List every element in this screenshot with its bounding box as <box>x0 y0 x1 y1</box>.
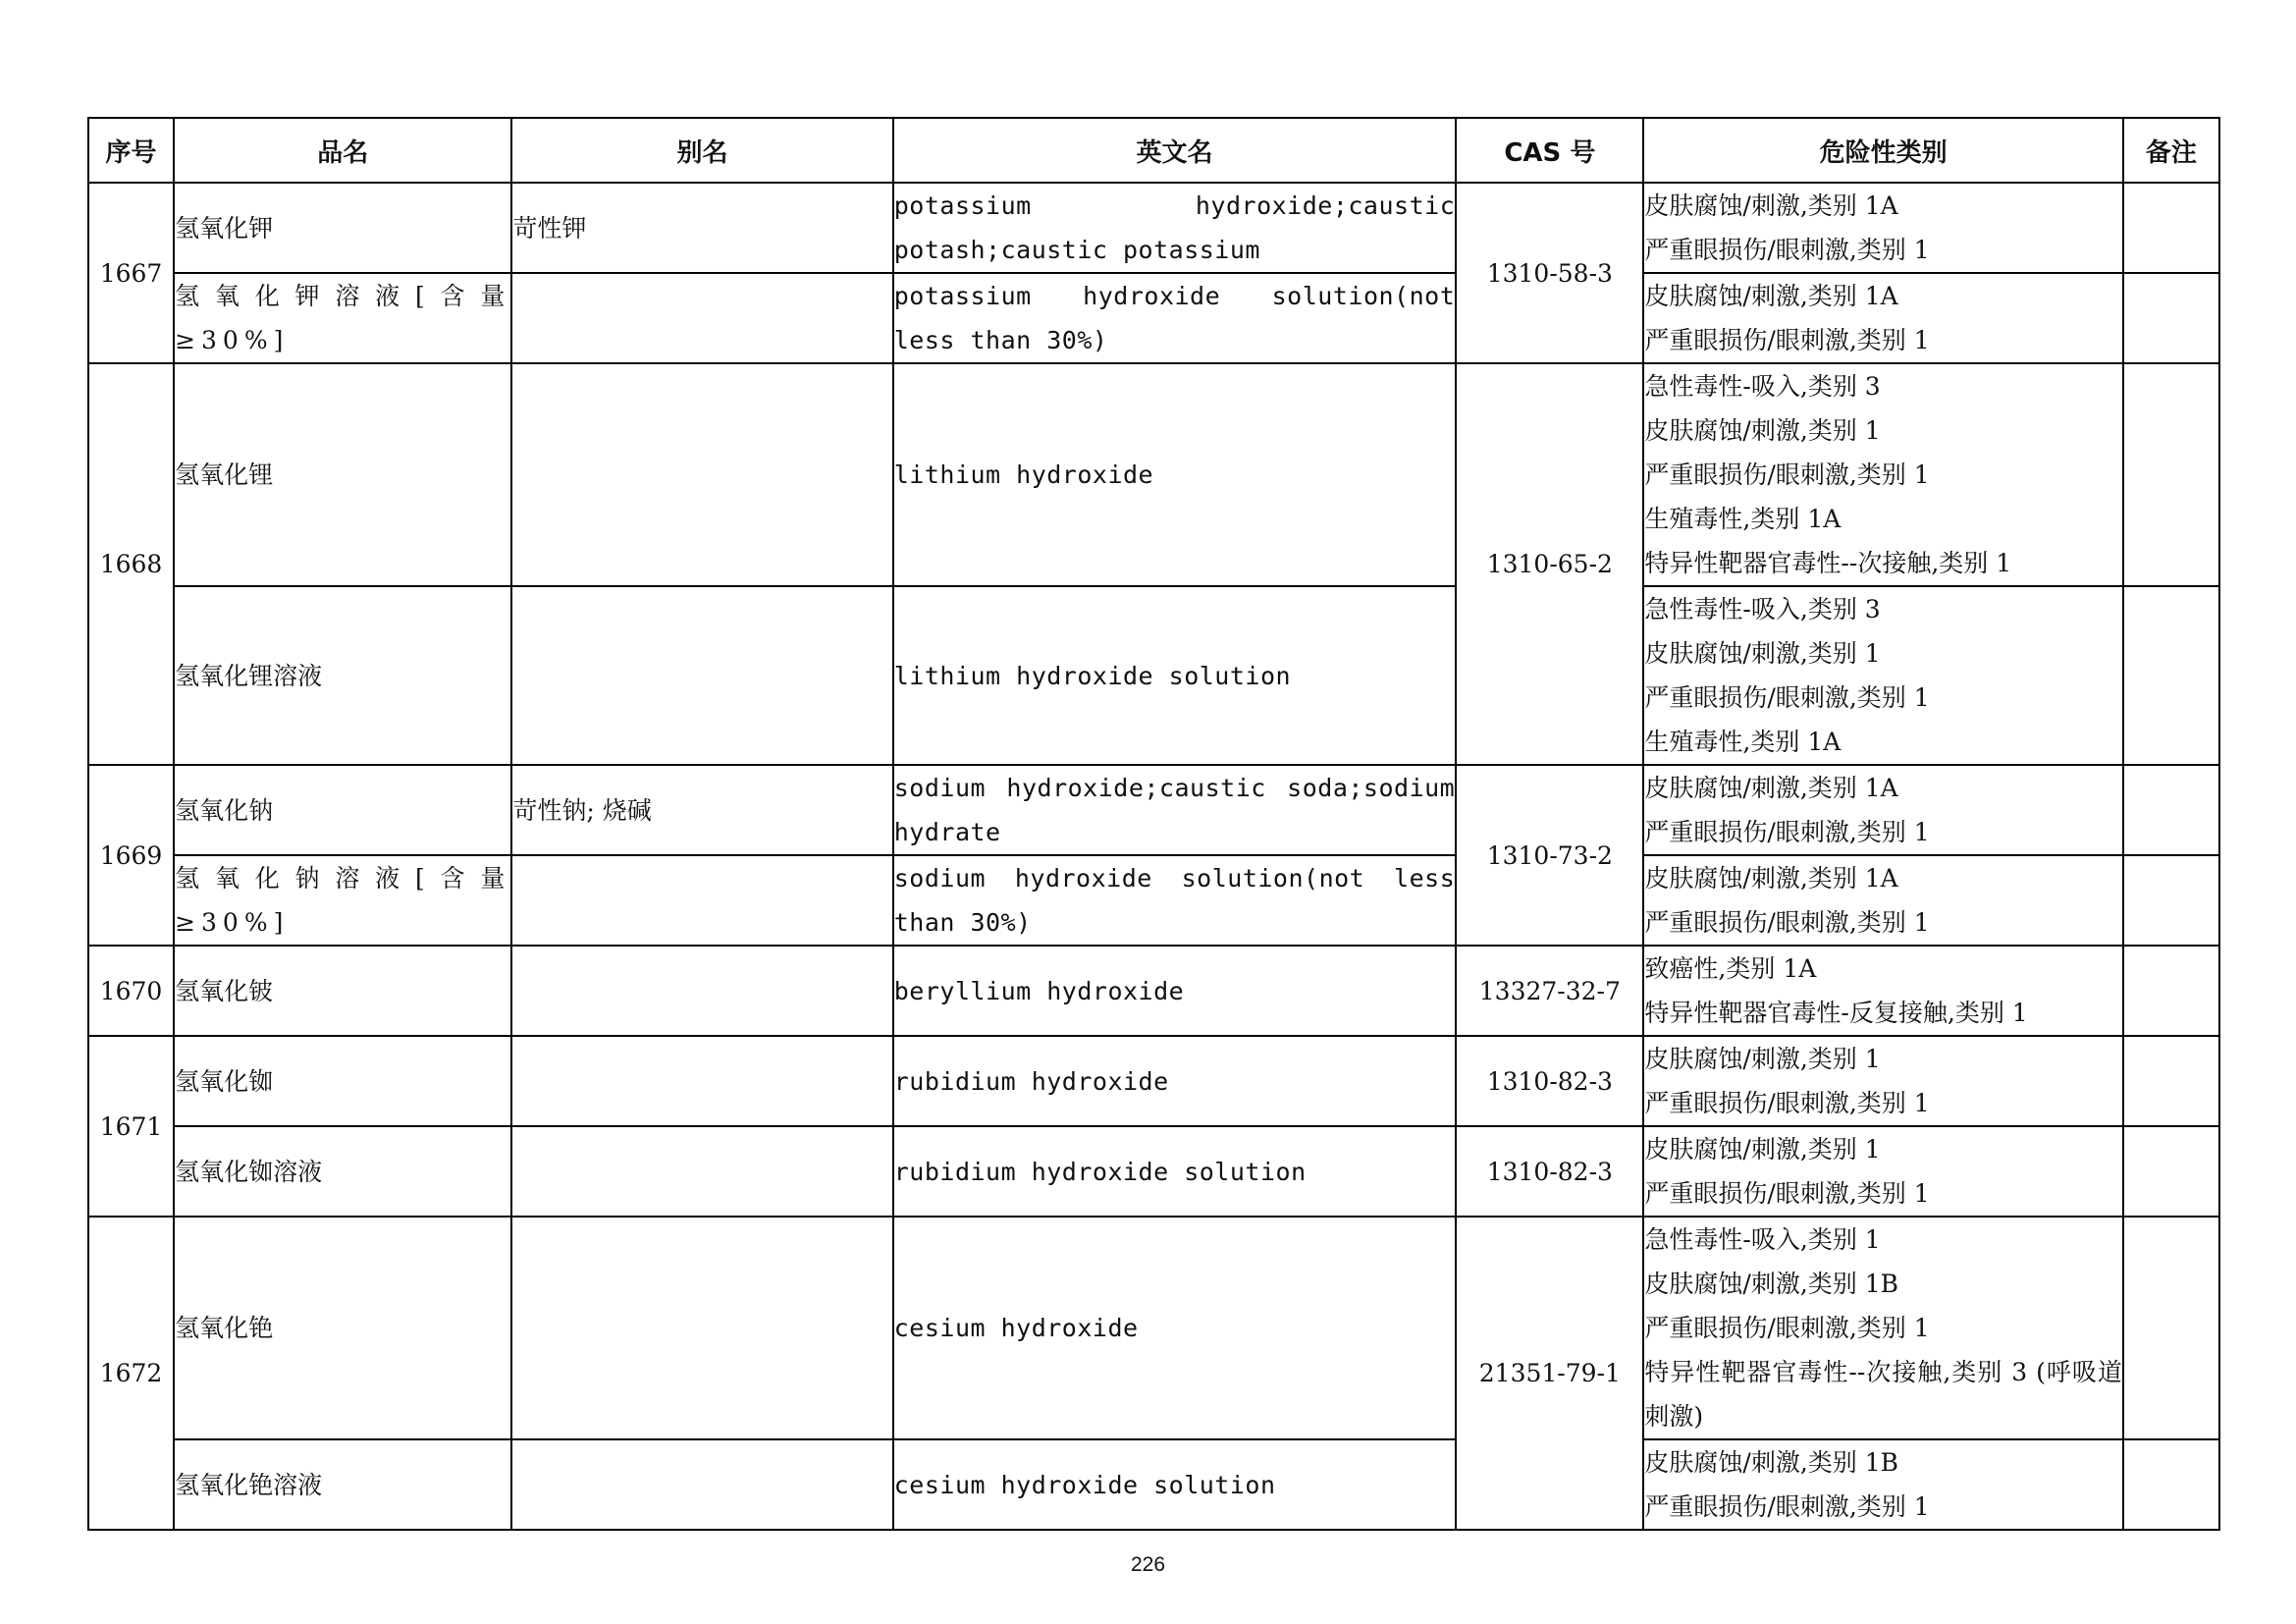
product-name: 氢氧化铷溶液 <box>174 1126 511 1217</box>
header-alias: 别名 <box>511 118 892 183</box>
english-name: sodium hydroxide;caustic soda;sodium hydrate <box>893 765 1457 855</box>
remark <box>2123 1439 2219 1530</box>
product-name: 氢氧化锂溶液 <box>174 586 511 765</box>
cas-number: 1310-65-2 <box>1456 363 1643 765</box>
row-no: 1667 <box>88 183 174 363</box>
table-header-row <box>88 118 2219 183</box>
alias-name <box>511 586 892 765</box>
english-name: sodium hydroxide solution(not less than 30%) <box>893 855 1457 946</box>
cas-number: 1310-82-3 <box>1456 1036 1643 1126</box>
cas-number: 1310-82-3 <box>1456 1126 1643 1217</box>
product-name: 氢氧化铯溶液 <box>174 1439 511 1530</box>
hazard-line: 急性毒性-吸入,类别 3 <box>1644 595 1881 623</box>
header-name: 品名 <box>174 118 511 183</box>
header-hazard-class: 危险性类别 <box>1643 118 2122 183</box>
remark <box>2123 1036 2219 1126</box>
hazard-line: 严重眼损伤/眼刺激,类别 1 <box>1644 908 1930 937</box>
table-row <box>88 273 2219 363</box>
alias-name: 苛性钾 <box>511 183 892 273</box>
english-name: beryllium hydroxide <box>893 946 1457 1036</box>
hazard-line: 皮肤腐蚀/刺激,类别 1 <box>1644 1135 1881 1164</box>
table-row <box>88 586 2219 765</box>
remark <box>2123 586 2219 765</box>
hazard-line: 皮肤腐蚀/刺激,类别 1A <box>1644 282 1898 310</box>
hazard-line: 生殖毒性,类别 1A <box>1644 505 1842 533</box>
hazard-line: 严重眼损伤/眼刺激,类别 1 <box>1644 1089 1930 1117</box>
hazard-line: 特异性靶器官毒性-反复接触,类别 1 <box>1644 999 2028 1027</box>
remark <box>2123 765 2219 855</box>
hazard-line: 严重眼损伤/眼刺激,类别 1 <box>1644 236 1930 264</box>
remark <box>2123 273 2219 363</box>
header-no: 序号 <box>88 118 174 183</box>
hazard-line: 严重眼损伤/眼刺激,类别 1 <box>1644 683 1930 712</box>
alias-name <box>511 855 892 946</box>
alias-name <box>511 1036 892 1126</box>
hazard-line: 皮肤腐蚀/刺激,类别 1B <box>1644 1448 1899 1477</box>
remark <box>2123 855 2219 946</box>
product-name: 氢氧化钠溶液[含量≥30%] <box>174 855 511 946</box>
english-name: cesium hydroxide solution <box>893 1439 1457 1530</box>
remark <box>2123 363 2219 586</box>
cas-number: 21351-79-1 <box>1456 1217 1643 1530</box>
product-name: 氢氧化铷 <box>174 1036 511 1126</box>
alias-name: 苛性钠; 烧碱 <box>511 765 892 855</box>
hazard-classes <box>1643 363 2122 586</box>
row-no: 1669 <box>88 765 174 946</box>
header-english-name: 英文名 <box>893 118 1457 183</box>
hazard-classes <box>1643 1439 2122 1530</box>
remark <box>2123 183 2219 273</box>
hazard-line: 急性毒性-吸入,类别 1 <box>1644 1225 1881 1254</box>
hazard-classes <box>1643 183 2122 273</box>
table-row <box>88 1036 2219 1126</box>
hazard-line: 急性毒性-吸入,类别 3 <box>1644 372 1881 401</box>
hazard-classes <box>1643 1217 2122 1439</box>
remark <box>2123 1217 2219 1439</box>
alias-name <box>511 1439 892 1530</box>
alias-name <box>511 1126 892 1217</box>
product-name: 氢氧化铯 <box>174 1217 511 1439</box>
alias-name <box>511 363 892 586</box>
hazard-line: 皮肤腐蚀/刺激,类别 1B <box>1644 1270 1899 1298</box>
hazardous-chemicals-table <box>87 117 2220 1531</box>
hazard-line: 严重眼损伤/眼刺激,类别 1 <box>1644 1492 1930 1521</box>
remark <box>2123 1126 2219 1217</box>
hazard-classes <box>1643 765 2122 855</box>
remark <box>2123 946 2219 1036</box>
hazard-line: 严重眼损伤/眼刺激,类别 1 <box>1644 460 1930 489</box>
hazard-line: 皮肤腐蚀/刺激,类别 1A <box>1644 774 1898 802</box>
product-name: 氢氧化钾 <box>174 183 511 273</box>
hazard-classes <box>1643 946 2122 1036</box>
row-no: 1668 <box>88 363 174 765</box>
english-name: potassium hydroxide;caustic potash;caustic potassium <box>893 183 1457 273</box>
english-name: rubidium hydroxide solution <box>893 1126 1457 1217</box>
row-no: 1670 <box>88 946 174 1036</box>
english-name: potassium hydroxide solution(not less than 30%) <box>893 273 1457 363</box>
row-no: 1671 <box>88 1036 174 1217</box>
hazard-line: 特异性靶器官毒性--次接触,类别 1 <box>1644 549 2012 577</box>
table-row <box>88 363 2219 586</box>
header-remark: 备注 <box>2123 118 2219 183</box>
table-row <box>88 183 2219 273</box>
hazard-classes <box>1643 1126 2122 1217</box>
row-no: 1672 <box>88 1217 174 1530</box>
table-row <box>88 1126 2219 1217</box>
cas-number: 13327-32-7 <box>1456 946 1643 1036</box>
english-name: lithium hydroxide <box>893 363 1457 586</box>
alias-name <box>511 273 892 363</box>
hazard-line: 严重眼损伤/眼刺激,类别 1 <box>1644 1179 1930 1208</box>
english-name: cesium hydroxide <box>893 1217 1457 1439</box>
hazard-line: 致癌性,类别 1A <box>1644 954 1817 983</box>
product-name: 氢氧化钾溶液[含量≥30%] <box>174 273 511 363</box>
hazard-classes <box>1643 586 2122 765</box>
hazard-line: 严重眼损伤/眼刺激,类别 1 <box>1644 1314 1930 1342</box>
table-row <box>88 765 2219 855</box>
table-row <box>88 1217 2219 1439</box>
alias-name <box>511 1217 892 1439</box>
hazard-line: 特异性靶器官毒性--次接触,类别 3 (呼吸道刺激) <box>1644 1358 2122 1431</box>
hazard-line: 严重眼损伤/眼刺激,类别 1 <box>1644 326 1930 354</box>
hazard-line: 皮肤腐蚀/刺激,类别 1 <box>1644 639 1881 668</box>
header-cas: CAS 号 <box>1456 118 1643 183</box>
cas-number: 1310-73-2 <box>1456 765 1643 946</box>
product-name: 氢氧化钠 <box>174 765 511 855</box>
product-name: 氢氧化铍 <box>174 946 511 1036</box>
english-name: lithium hydroxide solution <box>893 586 1457 765</box>
hazard-classes <box>1643 855 2122 946</box>
page-number: 226 <box>1130 1553 1166 1576</box>
hazard-line: 皮肤腐蚀/刺激,类别 1A <box>1644 191 1898 220</box>
hazard-line: 严重眼损伤/眼刺激,类别 1 <box>1644 818 1930 846</box>
alias-name <box>511 946 892 1036</box>
product-name: 氢氧化锂 <box>174 363 511 586</box>
table-row <box>88 855 2219 946</box>
hazard-line: 生殖毒性,类别 1A <box>1644 728 1842 756</box>
english-name: rubidium hydroxide <box>893 1036 1457 1126</box>
table-row <box>88 946 2219 1036</box>
hazard-line: 皮肤腐蚀/刺激,类别 1A <box>1644 864 1898 893</box>
hazard-line: 皮肤腐蚀/刺激,类别 1 <box>1644 416 1881 445</box>
hazard-classes <box>1643 273 2122 363</box>
table-row <box>88 1439 2219 1530</box>
hazard-line: 皮肤腐蚀/刺激,类别 1 <box>1644 1045 1881 1073</box>
hazard-classes <box>1643 1036 2122 1126</box>
cas-number: 1310-58-3 <box>1456 183 1643 363</box>
